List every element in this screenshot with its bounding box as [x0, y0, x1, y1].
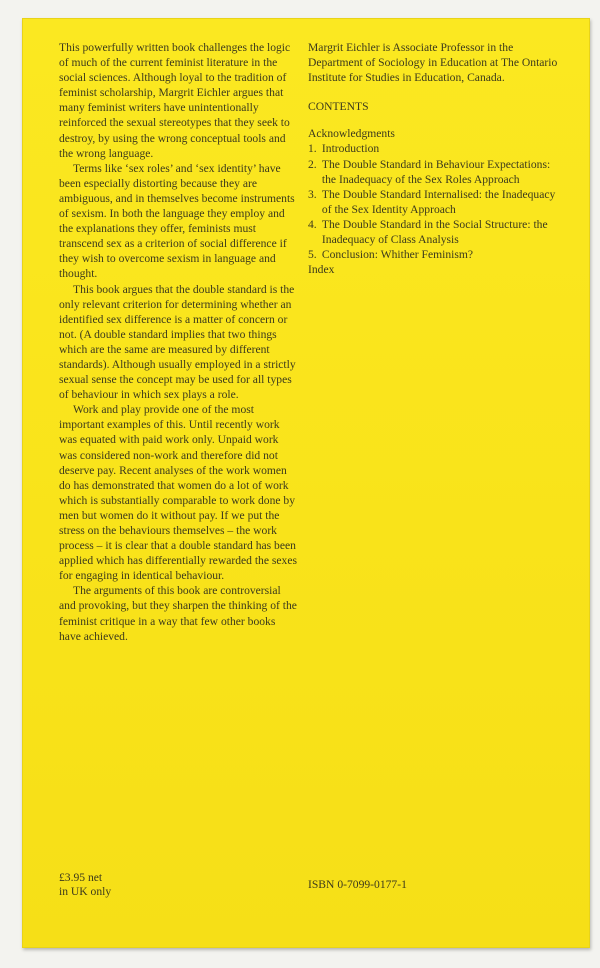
contents-item: [308, 262, 570, 277]
contents-item-number: 1.: [308, 142, 317, 156]
contents-item-number: 4.: [308, 217, 317, 231]
contents-item-number: 3.: [308, 187, 317, 201]
contents-item: [308, 217, 570, 247]
price-label: [59, 871, 111, 899]
contents-list: [308, 126, 570, 277]
blurb-paragraph: Terms like ‘sex roles’ and ‘sex identity’ have been especially distorting because they are ambiguous, and in themselves become instruments of sexism. In both the language they employ and the explanations they offer, feminists must transcend sex as a criterion of social difference if they wish to overcome sexism in language and thought.: [59, 161, 295, 281]
contents-item-text: Introduction: [321, 142, 380, 156]
contents-item-text: Acknowledgments: [308, 127, 395, 141]
blurb-paragraph: The arguments of this book are controversial and provoking, but they sharpen the thinking of the feminist critique in a way that few other books have achieved.: [59, 584, 297, 643]
contents-item: [308, 141, 570, 156]
info-column: [308, 40, 570, 277]
blurb-column: [59, 40, 299, 644]
price-line: £3.95 net: [59, 871, 103, 884]
contents-item-text: The Double Standard in Behaviour Expectations: the Inadequacy of the Sex Roles Approach: [321, 157, 551, 186]
contents-item-text: The Double Standard in the Social Structure: the Inadequacy of Class Analysis: [321, 217, 548, 247]
contents-item: [308, 157, 570, 187]
contents-item-number: 2.: [308, 157, 317, 171]
blurb-paragraph: Work and play provide one of the most important examples of this. Until recently work was equated with paid work only. Unpaid work was considered non-work and therefore did not deserve pay. Recent analyses of the work women do has demonstrated that women do a lot of work which is substantially comparable to work done by men but women do it without pay. If we put the stress on the behaviours themselves – the work process – it is clear that a double standard has been applied which has differentially rewarded the sexes for engaging in identical behaviour.: [59, 403, 298, 583]
isbn-label: ISBN 0-7099-0177-1: [308, 878, 407, 891]
blurb-paragraph: This powerfully written book challenges the logic of much of the current feminist literature in the social sciences. Although loyal to the tradition of feminist scholarship, Margrit Eichler argues that many feminist writers have unintentionally reinforced the sexual stereotypes that they seek to destroy, by using the wrong conceptual tools and the wrong language.: [59, 41, 291, 160]
contents-item-text: Index: [308, 263, 335, 277]
contents-item-text: Conclusion: Whither Feminism?: [321, 248, 474, 262]
blurb-paragraph: This book argues that the double standard is the only relevant criterion for determining whether an identified sex difference is a matter of concern or not. (A double standard implies that two things which are the same are measured by different standards). Although usually employed in a strictly sexual sense the concept may be used for all types of behaviour in which sex plays a role.: [59, 282, 296, 402]
contents-item: [308, 126, 570, 141]
contents-item-text: The Double Standard Internalised: the Inadequacy of the Sex Identity Approach: [321, 187, 556, 216]
contents-heading: CONTENTS: [308, 100, 369, 114]
contents-item: [308, 187, 570, 217]
author-bio: Margrit Eichler is Associate Professor in the Department of Sociology in Education at The Ontario Institute for Studies in Education, Canada.: [308, 41, 558, 85]
contents-item: [308, 247, 570, 262]
book-back-cover: [22, 18, 590, 948]
contents-item-number: 5.: [308, 248, 317, 262]
price-region: in UK only: [59, 885, 112, 898]
